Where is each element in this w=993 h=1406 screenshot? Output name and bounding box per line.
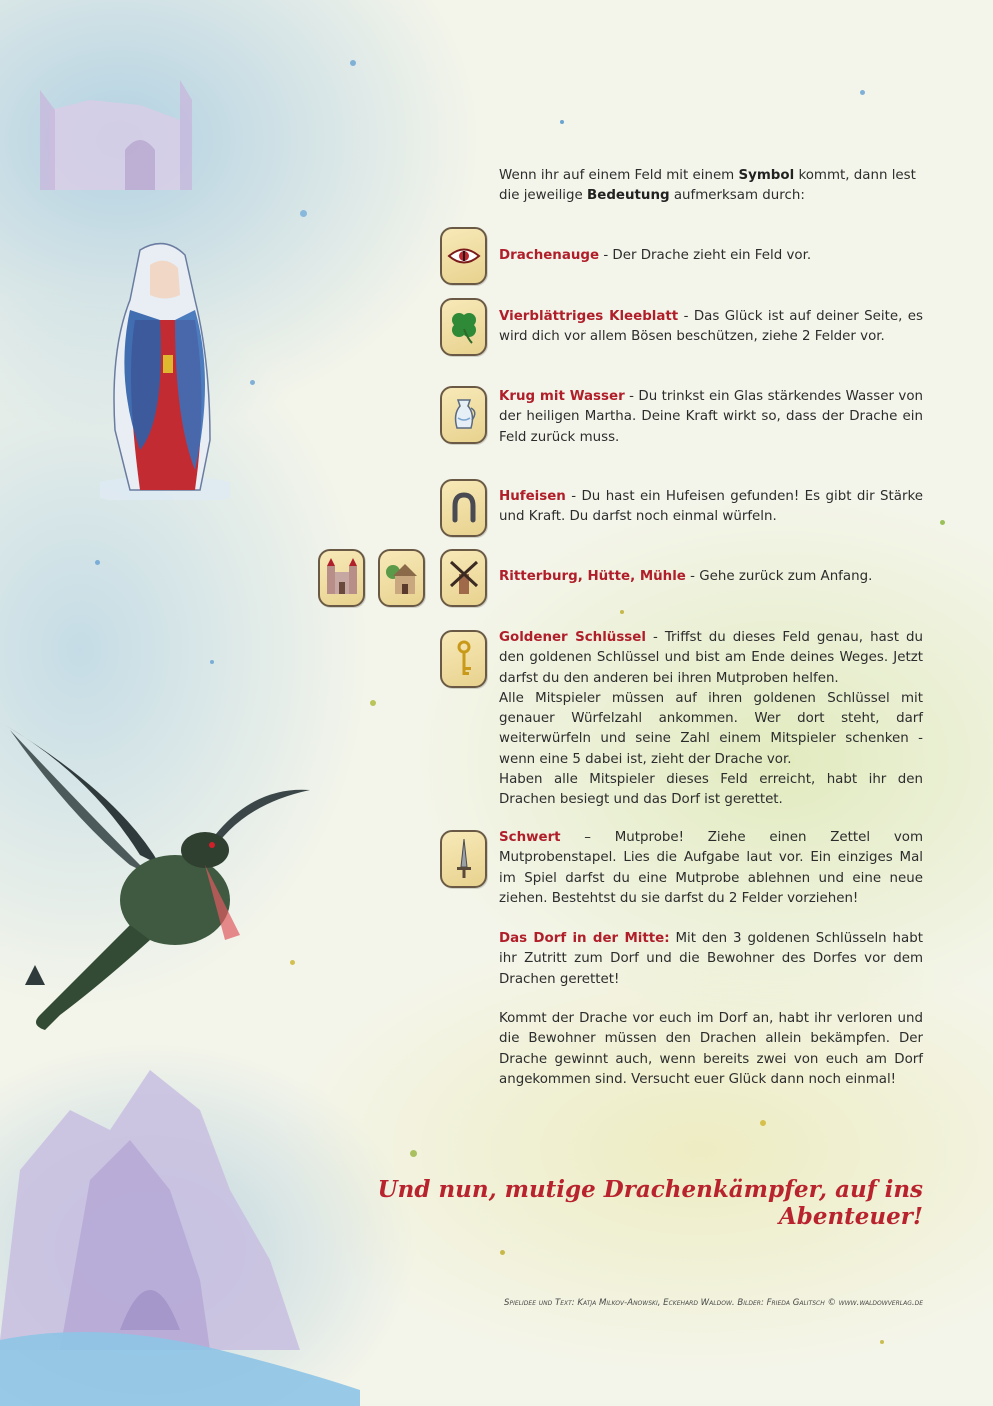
- entry-krug: [499, 387, 923, 448]
- castle-icon: [318, 549, 365, 607]
- entry-text: - Der Drache zieht ein Feld vor.: [599, 248, 812, 263]
- dragon-illustration: [0, 715, 320, 1045]
- water-jug-icon: [440, 386, 487, 444]
- entry-schluessel: [499, 628, 923, 811]
- entry-drachenauge: [499, 246, 923, 266]
- windmill-icon: [440, 549, 487, 607]
- entry-text: – Mutprobe! Ziehe einen Zettel vom Mutprobenstapel. Lies die Aufgabe laut vor. Ein einziges Mal im Spiel darfst du eine Mutprobe ablehnen und eine neue ziehen. Bestehtst du sie darfst du 2 Felder vorziehen!: [499, 830, 923, 906]
- entry-dorf: [499, 929, 923, 990]
- hut-icon: [378, 549, 425, 607]
- entry-term: Hufeisen: [499, 489, 566, 504]
- entry-text: - Du hast ein Hufeisen gefunden! Es gibt dir Stärke und Kraft. Du darfst noch einmal würfeln.: [499, 489, 923, 525]
- golden-key-icon: [440, 630, 487, 688]
- horseshoe-icon: [440, 479, 487, 537]
- intro-paragraph: Wenn ihr auf einem Feld mit einem Symbol kommt, dann lest die jeweilige Bedeutung aufmerksam durch:: [499, 168, 916, 204]
- entry-term: Vierblättriges Kleeblatt: [499, 309, 679, 324]
- saint-martha-illustration: [100, 240, 230, 500]
- entry-hufeisen: [499, 487, 923, 528]
- entry-term: Ritterburg, Hütte, Mühle: [499, 569, 686, 584]
- mountain-illustration: [0, 1050, 360, 1406]
- sword-icon: [440, 830, 487, 888]
- entry-term: Das Dorf in der Mitte:: [499, 931, 670, 946]
- entry-term: Drachenauge: [499, 248, 600, 263]
- closing-paragraph: Kommt der Drache vor euch im Dorf an, habt ihr verloren und die Bewohner müssen den Drachen allein bekämpfen. Der Drache gewinnt auch, wenn bereits zwei von euch am Dorf angekommen sind. Versucht euer Glück dann noch einmal!: [499, 1011, 923, 1087]
- entry-text: - Das Glück ist auf deiner Seite, es wird dich vor allem Bösen beschützen, ziehe 2 Felder vor.: [499, 309, 923, 345]
- entry-kleeblatt: [499, 307, 923, 348]
- entry-ritterburg: [499, 567, 923, 587]
- entry-text: Mit den 3 goldenen Schlüsseln habt ihr Zutritt zum Dorf und die Bewohner des Dorfes vor dem Drachen gerettet!: [499, 931, 923, 987]
- entry-term: Krug mit Wasser: [499, 389, 625, 404]
- entry-text: - Triffst du dieses Feld genau, hast du den goldenen Schlüssel und bist am Ende deines Weges. Jetzt darfst du den anderen bei ihren Mutproben helfen.: [499, 630, 923, 686]
- symbol-word: Symbol: [738, 168, 795, 183]
- four-leaf-clover-icon: [440, 298, 487, 356]
- meaning-word: Bedeutung: [587, 188, 670, 204]
- entry-extra-1: Alle Mitspieler müssen auf ihren goldenen Schlüssel mit genauer Würfelzahl ankommen. Wer dort steht, darf weiterwürfeln und seine Zahl einem Mitspieler schenken - wenn eine 5 dabei ist, zieht der Drache vor.: [499, 690, 923, 767]
- entry-schwert: [499, 828, 923, 909]
- castle-illustration: [30, 70, 210, 200]
- entry-term: Schwert: [499, 830, 561, 845]
- credits-line: Spielidee und Text: Katja Milkov-Anowski, Eckehard Waldow. Bilder: Frieda Galitsch © www.waldowverlag.de: [504, 1298, 923, 1308]
- dragon-eye-icon: [440, 227, 487, 285]
- entry-text: - Du trinkst ein Glas stärkendes Wasser von der heiligen Martha. Deine Kraft wirkt so, dass der Drache ein Feld zurück muss.: [499, 389, 923, 445]
- entry-extra-2: Haben alle Mitspieler dieses Feld erreicht, habt ihr den Drachen besiegt und das Dorf ist gerettet.: [499, 772, 923, 808]
- entry-term: Goldener Schlüssel: [499, 630, 646, 645]
- motto-banner: Und nun, mutige Drachenkämpfer, auf ins Abenteuer!: [377, 1176, 923, 1230]
- entry-text: - Gehe zurück zum Anfang.: [685, 569, 873, 584]
